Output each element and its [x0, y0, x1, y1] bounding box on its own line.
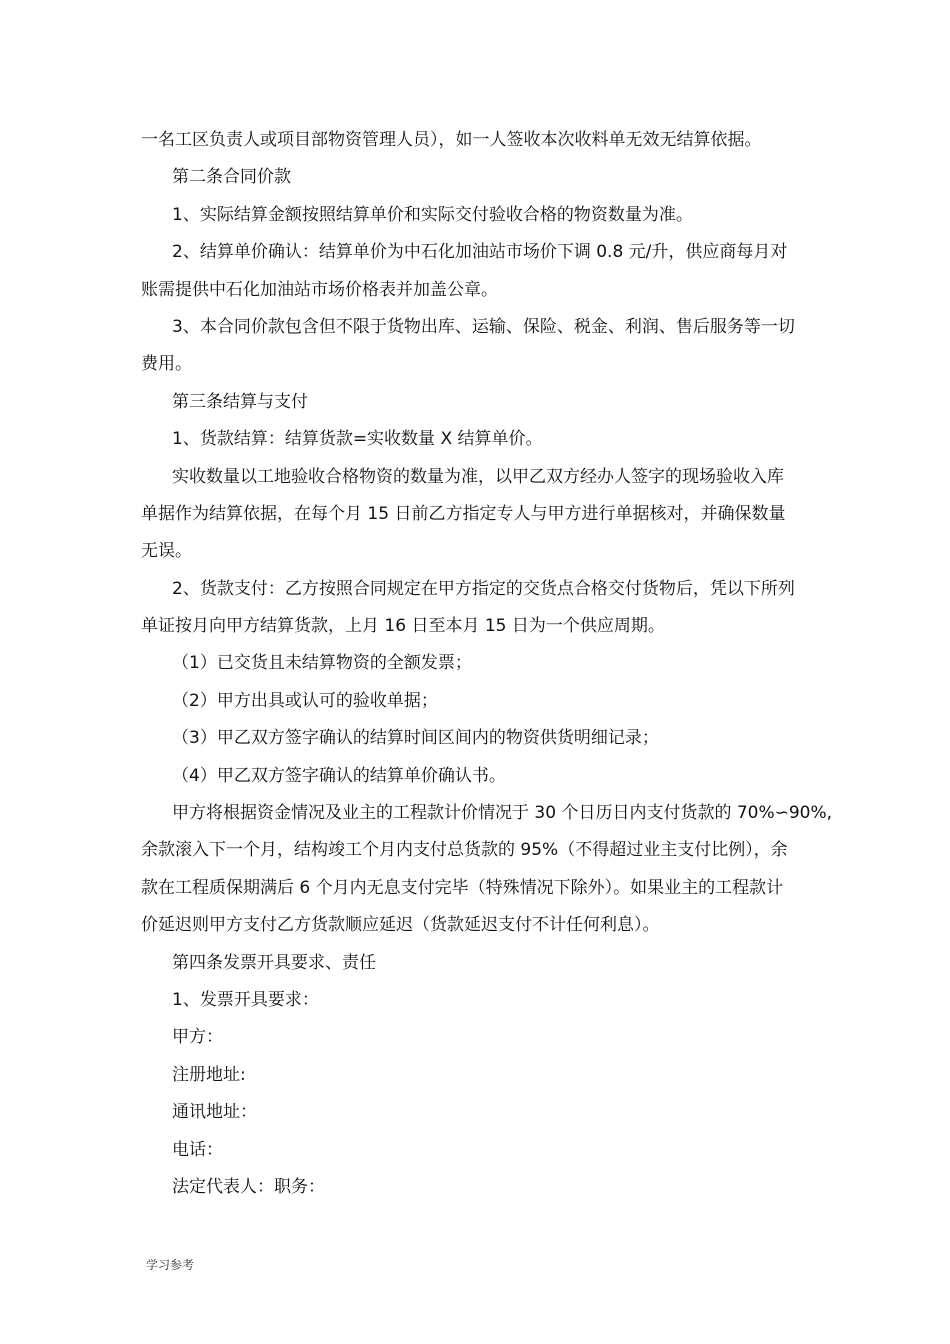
text-line: 费用。 — [141, 354, 192, 375]
list-item: （4）甲乙双方签字确认的结算单价确认书。 — [172, 765, 506, 786]
section-heading-2: 第二条合同价款 — [172, 167, 291, 188]
text-line: 1、实际结算金额按照结算单价和实际交付验收合格的物资数量为准。 — [172, 204, 693, 225]
text-line: 2、货款支付：乙方按照合同规定在甲方指定的交货点合格交付货物后，凭以下所列 — [172, 578, 795, 599]
text-line: 价延迟则甲方支付乙方货款顺应延迟（货款延迟支付不计任何利息）。 — [141, 915, 660, 936]
text-line: 3、本合同价款包含但不限于货物出库、运输、保险、税金、利润、售后服务等一切 — [172, 316, 795, 337]
form-field-legal-representative: 法定代表人：职务： — [172, 1176, 325, 1197]
list-item: （2）甲方出具或认可的验收单据； — [172, 690, 438, 711]
section-heading-4: 第四条发票开具要求、责任 — [172, 952, 376, 973]
text-line: 甲方将根据资金情况及业主的工程款计价情况于 30 个日历日内支付货款的 70%∽90%, — [172, 803, 833, 824]
text-line: 款在工程质保期满后 6 个月内无息支付完毕（特殊情况下除外）。如果业主的工程款计 — [141, 877, 784, 898]
form-field-mailing-address: 通讯地址： — [172, 1102, 257, 1123]
form-field-registered-address: 注册地址: — [172, 1064, 246, 1085]
form-field-party-a: 甲方： — [172, 1027, 223, 1048]
text-line: 实收数量以工地验收合格物资的数量为准，以甲乙双方经办人签字的现场验收入库 — [172, 466, 784, 487]
document-body — [141, 122, 837, 1206]
text-line: 单证按月向甲方结算货款，上月 16 日至本月 15 日为一个供应周期。 — [141, 616, 665, 637]
page-footer: 学习参考 — [146, 1258, 195, 1272]
text-line: 2、结算单价确认：结算单价为中石化加油站市场价下调 0.8 元/升，供应商每月对 — [172, 242, 788, 263]
text-line: 单据作为结算依据，在每个月 15 日前乙方指定专人与甲方进行单据核对，并确保数量 — [141, 503, 786, 524]
section-heading-3: 第三条结算与支付 — [172, 391, 308, 412]
text-line: 无误。 — [141, 541, 192, 562]
form-field-phone: 电话： — [172, 1139, 223, 1160]
text-line: 余款滚入下一个月，结构竣工个月内支付总货款的 95%（不得超过业主支付比例），余 — [141, 840, 788, 861]
list-item: （3）甲乙双方签字确认的结算时间区间内的物资供货明细记录； — [172, 728, 659, 749]
text-line: 一名工区负责人或项目部物资管理人员），如一人签收本次收料单无效无结算依据。 — [141, 130, 762, 150]
text-line: 账需提供中石化加油站市场价格表并加盖公章。 — [141, 279, 498, 300]
text-line: 1、货款结算：结算货款=实收数量 X 结算单价。 — [172, 429, 543, 450]
list-item: （1）已交货且未结算物资的全额发票； — [172, 653, 472, 674]
text-line: 1、发票开具要求： — [172, 989, 319, 1010]
